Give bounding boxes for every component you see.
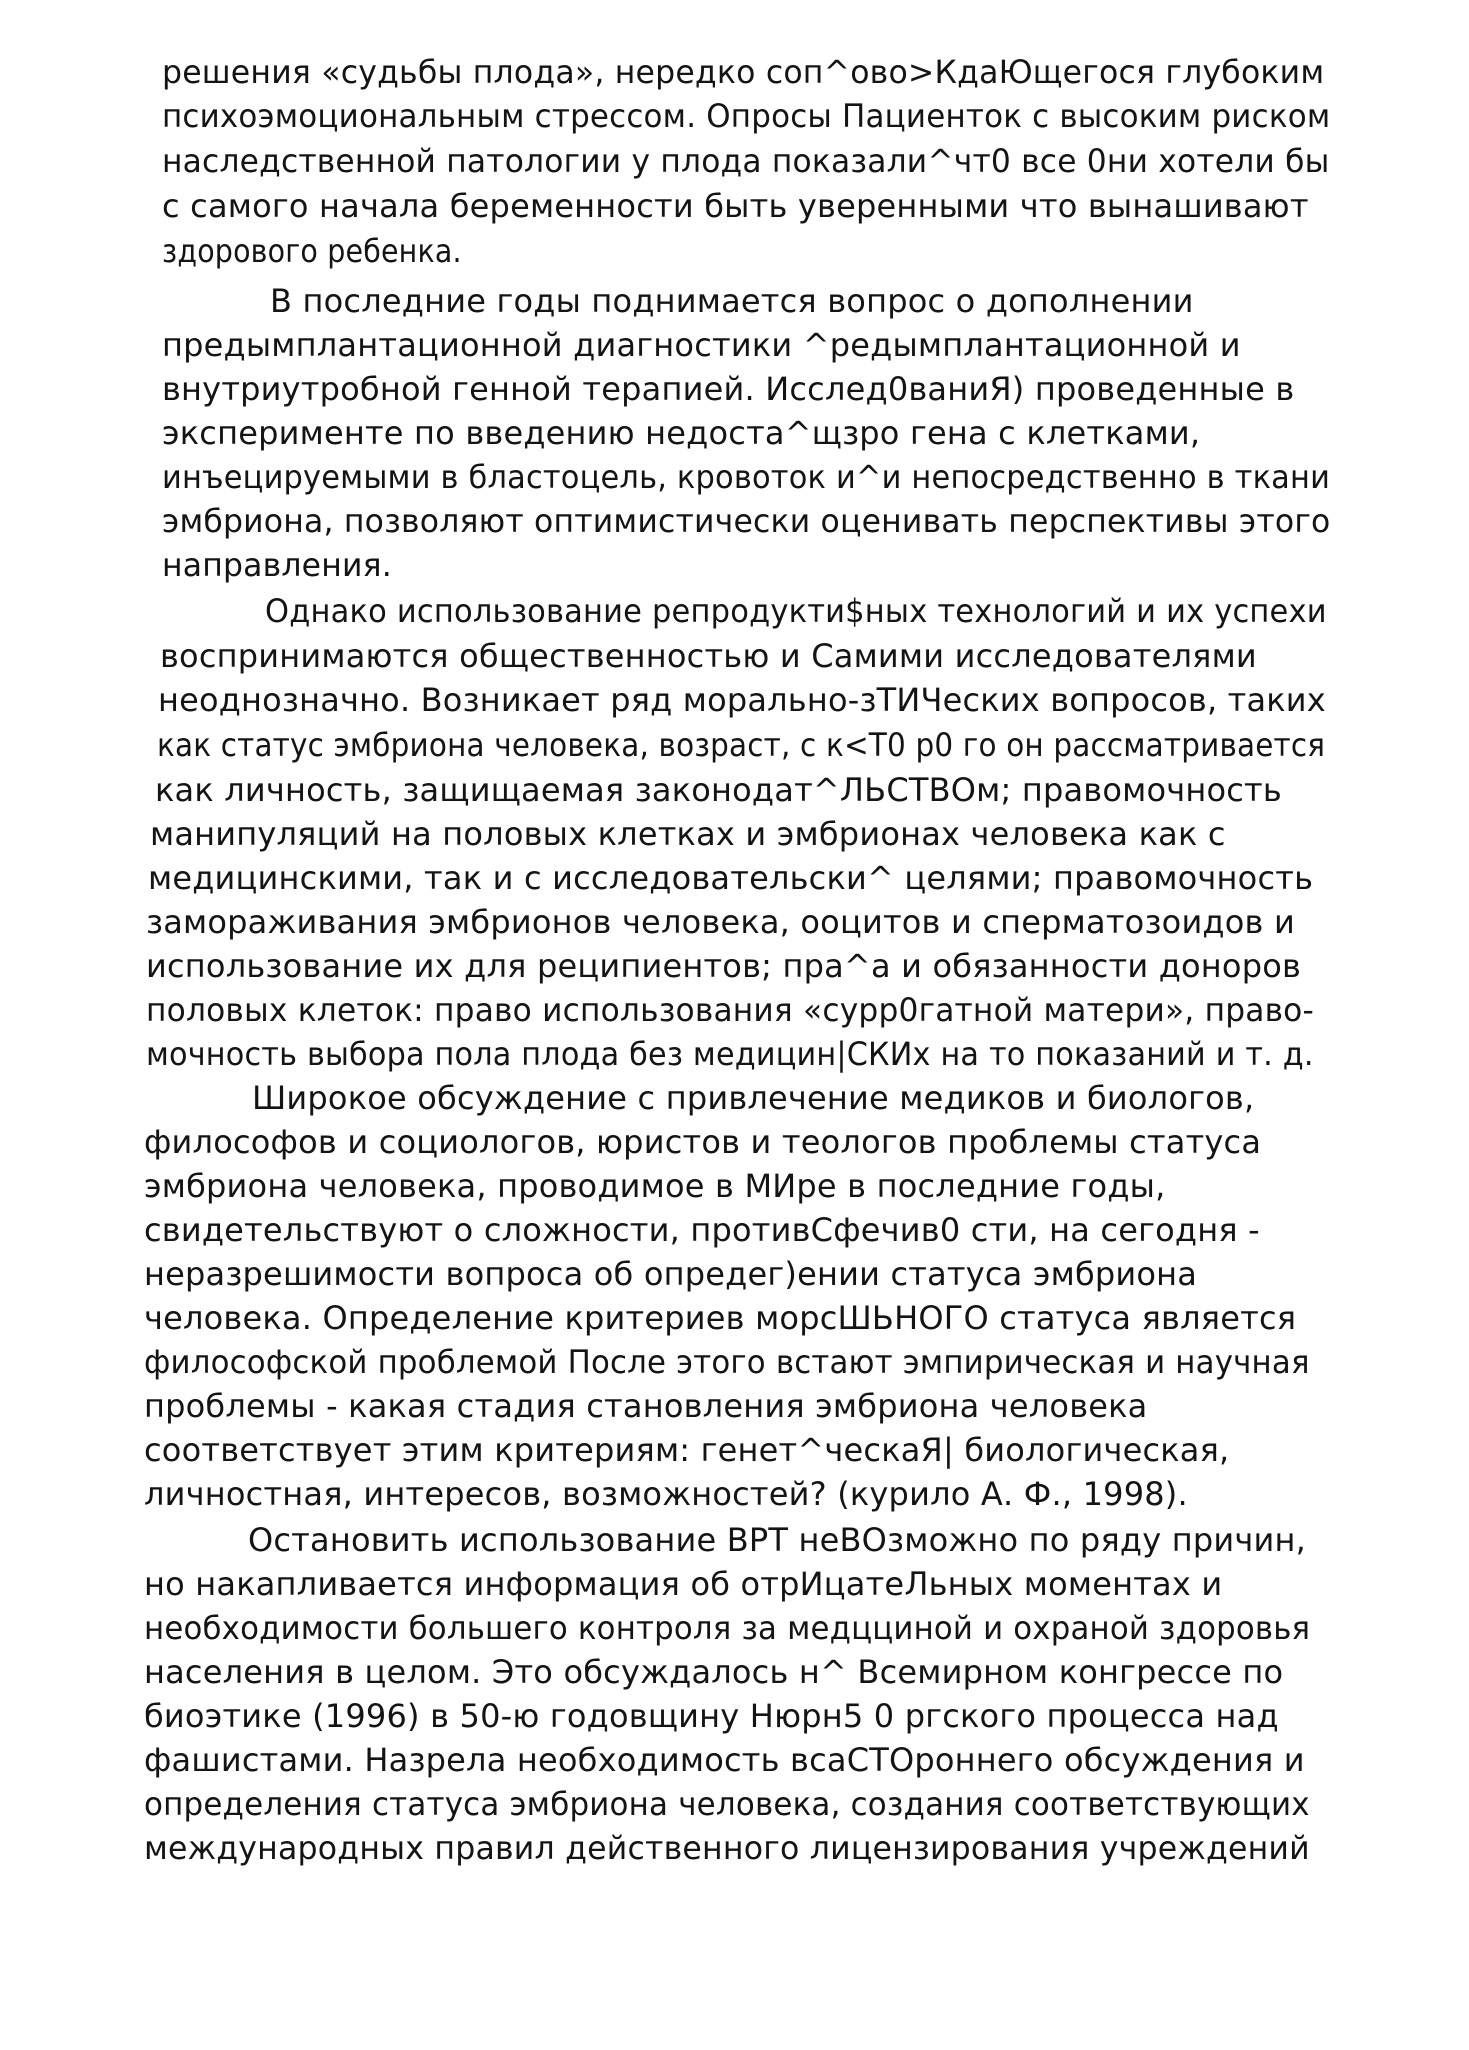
text-line: соответствует этим критериям: генет^ческаЯ| биологическая, [144,1431,1230,1469]
text-line: неоднозначно. Возникает ряд морально-зТИЧеских вопросов, таких [158,681,1326,719]
text-line: философской проблемой После этого встают эмпирическая и научная [144,1343,1310,1381]
text-line: направления. [162,546,392,584]
text-line: внутриутробной генной терапией. Исслед0ваниЯ) проведенные в [162,370,1295,408]
text-line: фашистами. Назрела необходимость всаСТОроннего обсуждения и [144,1741,1305,1779]
text-line: В последние годы поднимается вопрос о дополнении [270,282,1194,320]
text-line: половых клеток: право использования «сурр0гатной матери», право- [146,991,1314,1029]
text-line: Широкое обсуждение с привлечение медиков и биологов, [252,1079,1255,1117]
text-line: здорового ребенка. [162,232,462,270]
text-line: замораживания эмбрионов человека, ооцитов и сперматозоидов и [146,903,1295,941]
text-line: населения в целом. Это обсуждалось н^ Всемирном конгрессе по [144,1653,1284,1691]
text-line: предымплантационной диагностики ^редымплантационной и [162,326,1241,364]
text-line: как статус эмбриона человека, возраст, с к<Т0 р0 го он рассматривается [157,726,1326,764]
text-line: личностная, интересов, возможностей? (курило А. Ф., 1998). [144,1475,1188,1513]
text-line: определения статуса эмбриона человека, создания соответствующих [144,1785,1310,1823]
text-line: человека. Определение критериев морсШЬНОГО статуса является [144,1299,1297,1337]
text-line: использование их для реципиентов; пра^а и обязанности доноров [146,947,1302,985]
text-line: эмбриона человека, проводимое в МИре в последние годы, [144,1167,1166,1205]
text-line: мочность выбора пола плода без медицин|СКИх на то показаний и т. д. [146,1035,1314,1073]
text-line: свидетельствуют о сложности, противСфечив0 сти, на сегодня - [144,1211,1260,1249]
text-line: решения «судьбы плода», нередко соп^ово>КдаЮщегося глубоким [162,53,1325,91]
text-line: манипуляций на половых клетках и эмбрионах человека как с [150,815,1226,853]
text-line: Однако использование репродукти$ных технологий и их успехи [265,592,1327,630]
text-line: с самого начала беременности быть уверенными что вынашивают [162,187,1309,225]
text-line: Остановить использование ВРТ неВОзможно по ряду причин, [248,1521,1306,1559]
text-line: наследственной патологии у плода показали^чт0 все 0ни хотели бы [162,142,1330,180]
text-line: необходимости большего контроля за медцциной и охраной здоровья [144,1609,1311,1647]
text-line: как личность, защищаемая законодат^ЛЬСТВОм; правомочность [155,771,1282,809]
text-line: биоэтике (1996) в 50-ю годовщину Нюрн5 0 ргского процесса над [144,1697,1279,1735]
text-line: воспринимаются общественностью и Самими исследователями [160,637,1257,675]
text-line: эмбриона, позволяют оптимистически оценивать перспективы этого [162,502,1331,540]
text-line: эксперименте по введению недоста^щзро гена с клетками, [162,414,1201,452]
text-line: но накапливается информация об отрИцатеЛьных моментах и [144,1565,1223,1603]
text-line: медицинскими, так и с исследовательски^ целями; правомочность [148,859,1314,897]
text-line: философов и социологов, юристов и теологов проблемы статуса [144,1123,1262,1161]
text-line: инъецируемыми в бластоцель, кровоток и^и непосредственно в ткани [162,458,1331,496]
text-line: проблемы - какая стадия становления эмбриона человека [144,1387,1148,1425]
text-line: международных правил действенного лицензирования учреждений [144,1829,1310,1867]
text-line: неразрешимости вопроса об опредег)ении статуса эмбриона [144,1255,1198,1293]
text-line: психоэмоциональным стрессом. Опросы Пациенток с высоким риском [162,97,1331,135]
